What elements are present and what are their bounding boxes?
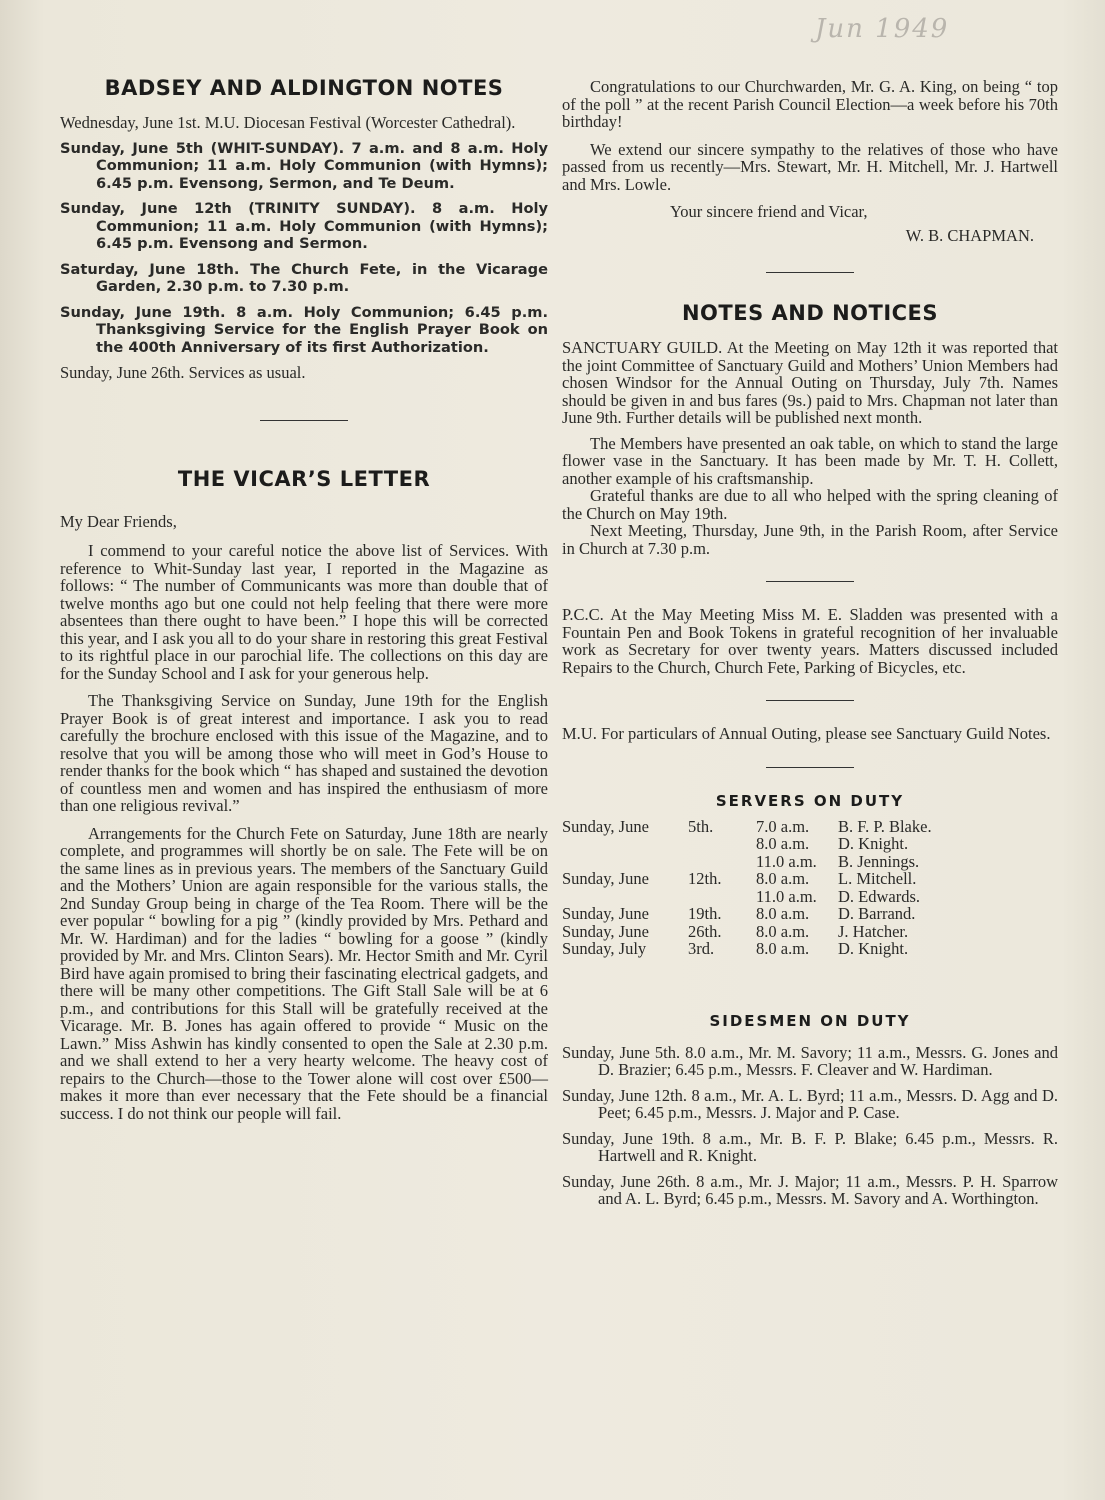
- table-row: [562, 905, 932, 923]
- server-time: 8.0 a.m.: [756, 869, 810, 888]
- server-day: Sunday, June: [562, 904, 649, 923]
- notice-paragraph: Grateful thanks are due to all who helped with the spring cleaning of the Church on May 19th.: [562, 486, 1058, 523]
- divider: [766, 767, 854, 768]
- server-name: B. Jennings.: [838, 851, 920, 871]
- server-name: D. Barrand.: [838, 904, 916, 923]
- server-date: 5th.: [688, 816, 714, 836]
- letter-greeting: My Dear Friends,: [60, 511, 177, 531]
- server-date: 26th.: [688, 921, 722, 941]
- notice-paragraph: Next Meeting, Thursday, June 9th, in the Parish Room, after Service in Church at 7.30 p.m.: [562, 521, 1058, 558]
- servers-table: [562, 818, 932, 958]
- server-name: J. Hatcher.: [838, 921, 909, 941]
- letter-paragraph: Arrangements for the Church Fete on Saturday, June 18th are nearly complete, and programmes will shortly be on sale. The Fete will be on the same lines as in previous years. The members of the Sanctuary Guild and the Mothers’ Union are again responsible for the various stalls, the 2nd Sunday Group being in charge of the Tea Room. There will be the ever popular “ bowling for a pig ” (kindly provided by Mrs. Pethard and Mr. W. Hardiman) and for the ladies “ bowling for a goose ” (kindly provided by Mr. and Mrs. Clinton Sears). Mr. Hector Smith and Mr. Cyril Bird have again promised to bring their fascinating electrical gadgets, and there will be many other competitions. The Gift Stall Sale will be at 6 p.m., and contributions for this Stall will be gratefully received at the Vicarage. Mr. B. Jones has again offered to provide “ Music on the Lawn.” Miss Ashwin has kindly consented to open the Sale at 2.30 p.m. and we shall extend to her a very hearty welcome. The heavy cost of repairs to the Church—those to the Tower alone will cost over £500—makes it more than ever necessary that the Fete should be a financial success. I do not think our people will fail.: [60, 823, 548, 1123]
- sidesmen-item: Sunday, June 12th. 8 a.m., Mr. A. L. Byrd; 11 a.m., Messrs. D. Agg and D. Peet; 6.45 p.m., Messrs. J. Major and P. Case.: [562, 1085, 1058, 1122]
- notes-notices-title: NOTES AND NOTICES: [681, 301, 939, 325]
- sidesmen-title: SIDESMEN ON DUTY: [709, 1011, 911, 1030]
- server-date: [688, 888, 756, 906]
- server-date: 12th.: [688, 869, 722, 888]
- service-item: Sunday, June 12th (TRINITY SUNDAY). 8 a.m. Holy Communion; 11 a.m. Holy Communion (with Hymns); 6.45 p.m. Evensong and Sermon.: [60, 200, 548, 252]
- letter-paragraph: I commend to your careful notice the above list of Services. With reference to Whit-Sunday last year, I reported in the Magazine as follows: “ The number of Communicants was more than double that of twelve months ago but one could not help feeling that there were more absentees than there ought to have been.” I hope this will be corrected this year, and I ask you all to do your share in restoring this great Festival to its rightful place in our parochial life. The collections on this day are for the Sunday School and I ask for your generous help.: [60, 541, 548, 683]
- server-time: 11.0 a.m.: [756, 851, 817, 871]
- letter-paragraph: We extend our sincere sympathy to the relatives of those who have passed from us recently—Mrs. Stewart, Mr. H. Mitchell, Mr. J. Hartwell and Mrs. Lowle.: [562, 139, 1058, 194]
- table-row: [562, 835, 932, 853]
- servers-title: SERVERS ON DUTY: [715, 791, 905, 810]
- table-row: [562, 853, 932, 871]
- pcc-notice: P.C.C. At the May Meeting Miss M. E. Sladden was presented with a Fountain Pen and Book Tokens in grateful recognition of her invaluable work as Secretary for over twenty years. Matters discussed included Repairs to the Church, Church Fete, Parking of Bicycles, etc.: [562, 605, 1058, 677]
- vicars-letter-title: THE VICAR’S LETTER: [177, 466, 431, 491]
- divider: [766, 700, 854, 701]
- server-time: 8.0 a.m.: [756, 904, 810, 923]
- server-name: D. Edwards.: [838, 886, 921, 906]
- server-date: [688, 835, 756, 853]
- right-column: [562, 78, 1058, 1208]
- server-day: [562, 835, 688, 853]
- handwritten-date-note: Jun 1949: [815, 14, 950, 44]
- badsey-last-line: Sunday, June 26th. Services as usual.: [60, 363, 306, 382]
- sidesmen-item: Sunday, June 26th. 8 a.m., Mr. J. Major; 11 a.m., Messrs. P. H. Sparrow and A. L. Byrd; 6.45 p.m., Messrs. M. Savory and A. Worthington.: [562, 1171, 1058, 1208]
- letter-closing: Your sincere friend and Vicar,: [670, 202, 868, 221]
- server-time: 8.0 a.m.: [756, 921, 810, 941]
- server-time: 8.0 a.m.: [756, 939, 810, 958]
- sidesmen-item: Sunday, June 19th. 8 a.m., Mr. B. F. P. Blake; 6.45 p.m., Messrs. R. Hartwell and R. Knight.: [562, 1128, 1058, 1165]
- server-name: D. Knight.: [838, 939, 909, 958]
- letter-signature: W. B. CHAPMAN.: [905, 225, 1034, 245]
- divider: [766, 581, 854, 582]
- server-date: [688, 853, 756, 871]
- notice-paragraph: The Members have presented an oak table, on which to stand the large flower vase in the Sanctuary. It has been made by Mr. T. H. Collett, another example of his craftsmanship.: [562, 433, 1058, 488]
- table-row: [562, 870, 932, 888]
- table-row: [562, 923, 932, 941]
- server-name: D. Knight.: [838, 834, 909, 853]
- service-item: Saturday, June 18th. The Church Fete, in the Vicarage Garden, 2.30 p.m. to 7.30 p.m.: [60, 260, 548, 295]
- server-day: Sunday, July: [562, 939, 647, 958]
- sidesmen-item: Sunday, June 5th. 8.0 a.m., Mr. M. Savory; 11 a.m., Messrs. G. Jones and D. Brazier; 6.45 p.m., Messrs. F. Cleaver and W. Hardiman.: [562, 1042, 1058, 1079]
- table-row: [562, 818, 932, 836]
- left-column: [60, 70, 548, 1122]
- badsey-line-1: Wednesday, June 1st. M.U. Diocesan Festival (Worcester Cathedral).: [60, 113, 516, 132]
- server-day: [562, 888, 688, 906]
- mu-notice: M.U. For particulars of Annual Outing, please see Sanctuary Guild Notes.: [562, 724, 1051, 743]
- server-time: 7.0 a.m.: [756, 816, 810, 836]
- service-item: Sunday, June 19th. 8 a.m. Holy Communion; 6.45 p.m. Thanksgiving Service for the English Prayer Book on the 400th Anniversary of its first Authorization.: [60, 303, 548, 356]
- divider: [260, 420, 348, 421]
- badsey-notes-title: BADSEY AND ALDINGTON NOTES: [104, 76, 504, 100]
- server-date: 19th.: [688, 904, 722, 923]
- server-name: B. F. P. Blake.: [838, 816, 932, 836]
- server-day: Sunday, June: [562, 921, 649, 941]
- server-time: 8.0 a.m.: [756, 834, 810, 853]
- letter-paragraph: Congratulations to our Churchwarden, Mr. G. A. King, on being “ top of the poll ” at the recent Parish Council Election—a week before his 70th birthday!: [562, 77, 1058, 131]
- server-date: 3rd.: [688, 939, 715, 958]
- service-item: Sunday, June 5th (WHIT-SUNDAY). 7 a.m. and 8 a.m. Holy Communion; 11 a.m. Holy Communion (with Hymns); 6.45 p.m. Evensong, Sermon, and Te Deum.: [60, 139, 548, 192]
- server-time: 11.0 a.m.: [756, 886, 817, 906]
- server-day: Sunday, June: [562, 869, 649, 888]
- sanctuary-guild-notice: SANCTUARY GUILD. At the Meeting on May 12th it was reported that the joint Committee of Sanctuary Guild and Mothers’ Union Members had chosen Windsor for the Annual Outing on Thursday, July 7th. Names should be given in and bus fares (9s.) paid to Mrs. Chapman not later than June 9th. Further details will be published next month.: [562, 338, 1058, 427]
- table-row: [562, 940, 932, 958]
- table-row: [562, 888, 932, 906]
- server-day: [562, 853, 688, 871]
- divider: [766, 272, 854, 273]
- letter-paragraph: The Thanksgiving Service on Sunday, June 19th for the English Prayer Book is of great interest and importance. I ask you to read carefully the brochure enclosed with this issue of the Magazine, and to resolve that you will be among those who will meet in God’s House to render thanks for the book which “ has shaped and sustained the devotion of countless men and women and has inspired the enthusiasm of more than one religious revival.”: [60, 691, 548, 815]
- server-day: Sunday, June: [562, 816, 649, 836]
- server-name: L. Mitchell.: [838, 869, 917, 888]
